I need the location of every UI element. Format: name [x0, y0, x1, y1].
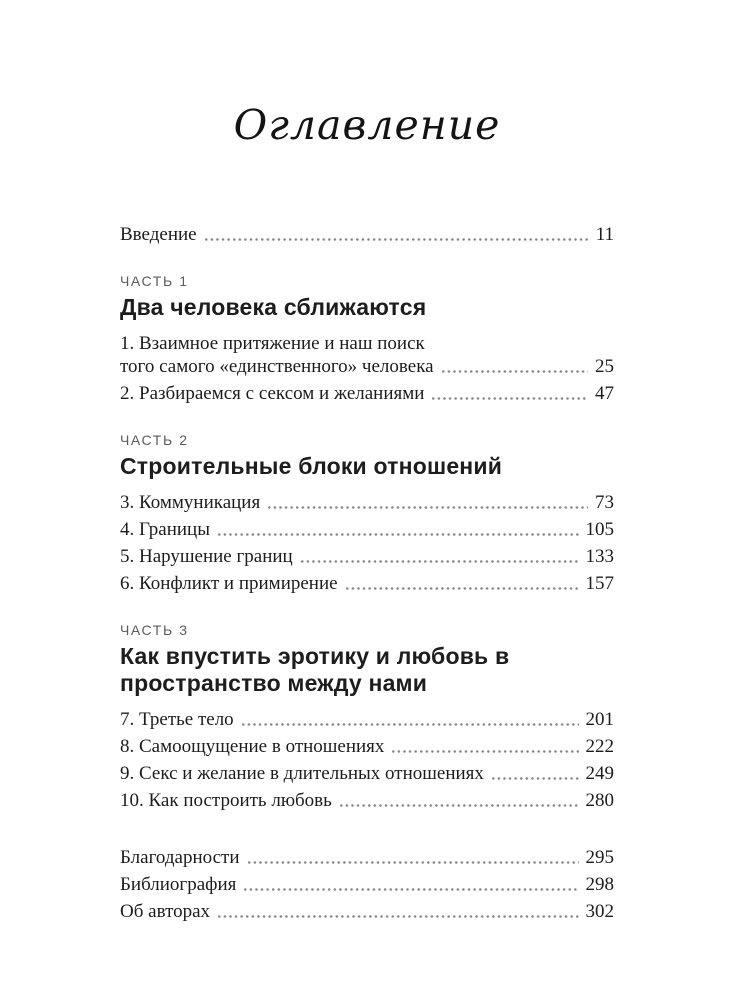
toc-page	[120, 0, 614, 923]
toc-entry-page: 280	[585, 790, 614, 812]
toc-part-3	[120, 622, 614, 812]
toc-entry-row	[120, 355, 614, 378]
part-title: Как впустить эротику и любовь в пространство между нами	[120, 643, 510, 697]
toc-entry-label: того самого «единственного» человека	[120, 356, 434, 378]
part-label: ЧАСТЬ 2	[120, 432, 189, 449]
toc-entry-page: 25	[595, 356, 614, 378]
dot-leader	[248, 861, 579, 864]
dot-leader	[268, 506, 588, 509]
toc-entry	[120, 789, 614, 812]
dot-leader	[492, 777, 579, 780]
toc-entry-label: 2. Разбираемся с сексом и желаниями	[120, 383, 425, 405]
toc-entry	[120, 545, 614, 568]
toc-entry-label: Благодарности	[120, 847, 240, 869]
toc-part-2	[120, 432, 614, 595]
toc-entry-about-authors	[120, 900, 614, 923]
toc-entry-label: 6. Конфликт и примирение	[120, 573, 338, 595]
toc-entry-label: 8. Самоощущение в отношениях	[120, 736, 385, 758]
toc-entry-label: 10. Как построить любовь	[120, 790, 332, 812]
toc-entry-page: 302	[585, 901, 614, 923]
toc-entry-page: 157	[585, 573, 614, 595]
toc-entry	[120, 762, 614, 785]
dot-leader	[205, 238, 589, 241]
dot-leader	[442, 370, 588, 373]
page-title: Оглавление	[233, 101, 501, 149]
toc-entry	[120, 382, 614, 405]
toc-entry-acknowledgements	[120, 846, 614, 869]
toc-entry-bibliography	[120, 873, 614, 896]
toc-entry-introduction	[120, 223, 614, 246]
toc-entry	[120, 572, 614, 595]
toc-entry-page: 222	[585, 736, 614, 758]
dot-leader	[346, 587, 579, 590]
toc-entry-page: 105	[585, 519, 614, 541]
toc-entry-label: 9. Секс и желание в длительных отношениях	[120, 763, 484, 785]
toc-entry	[120, 708, 614, 731]
dot-leader	[242, 723, 579, 726]
toc-entry-label: Библиография	[120, 874, 237, 896]
toc-entry-label: Введение	[120, 224, 197, 246]
toc-entry	[120, 735, 614, 758]
dot-leader	[432, 397, 588, 400]
part-title: Строительные блоки отношений	[120, 453, 503, 480]
toc-entry-label: 3. Коммуникация	[120, 492, 261, 514]
part-label: ЧАСТЬ 3	[120, 622, 189, 639]
dot-leader	[301, 560, 579, 563]
part-label: ЧАСТЬ 1	[120, 273, 189, 290]
toc-entry-page: 11	[595, 224, 614, 246]
part-title: Два человека сближаются	[120, 294, 427, 321]
toc-entry-label: 7. Третье тело	[120, 709, 234, 731]
toc-entry-page: 201	[585, 709, 614, 731]
toc-entry-page: 298	[585, 874, 614, 896]
toc-back-matter	[120, 846, 614, 923]
toc-entry-label: 5. Нарушение границ	[120, 546, 293, 568]
toc-entry-label: 4. Границы	[120, 519, 210, 541]
dot-leader	[340, 804, 579, 807]
dot-leader	[244, 888, 578, 891]
toc-entry-label-line1: 1. Взаимное притяжение и наш поиск	[120, 333, 425, 355]
toc-entry-page: 133	[585, 546, 614, 568]
toc-entry	[120, 491, 614, 514]
toc-entry	[120, 332, 614, 378]
toc-entry	[120, 518, 614, 541]
toc-entry-label: Об авторах	[120, 901, 211, 923]
toc-entry-page: 47	[595, 383, 614, 405]
dot-leader	[218, 533, 579, 536]
toc-part-1	[120, 273, 614, 405]
toc-entry-page: 295	[585, 847, 614, 869]
dot-leader	[218, 915, 578, 918]
toc-entry-page: 73	[595, 492, 614, 514]
dot-leader	[392, 750, 578, 753]
toc-entry-page: 249	[585, 763, 614, 785]
